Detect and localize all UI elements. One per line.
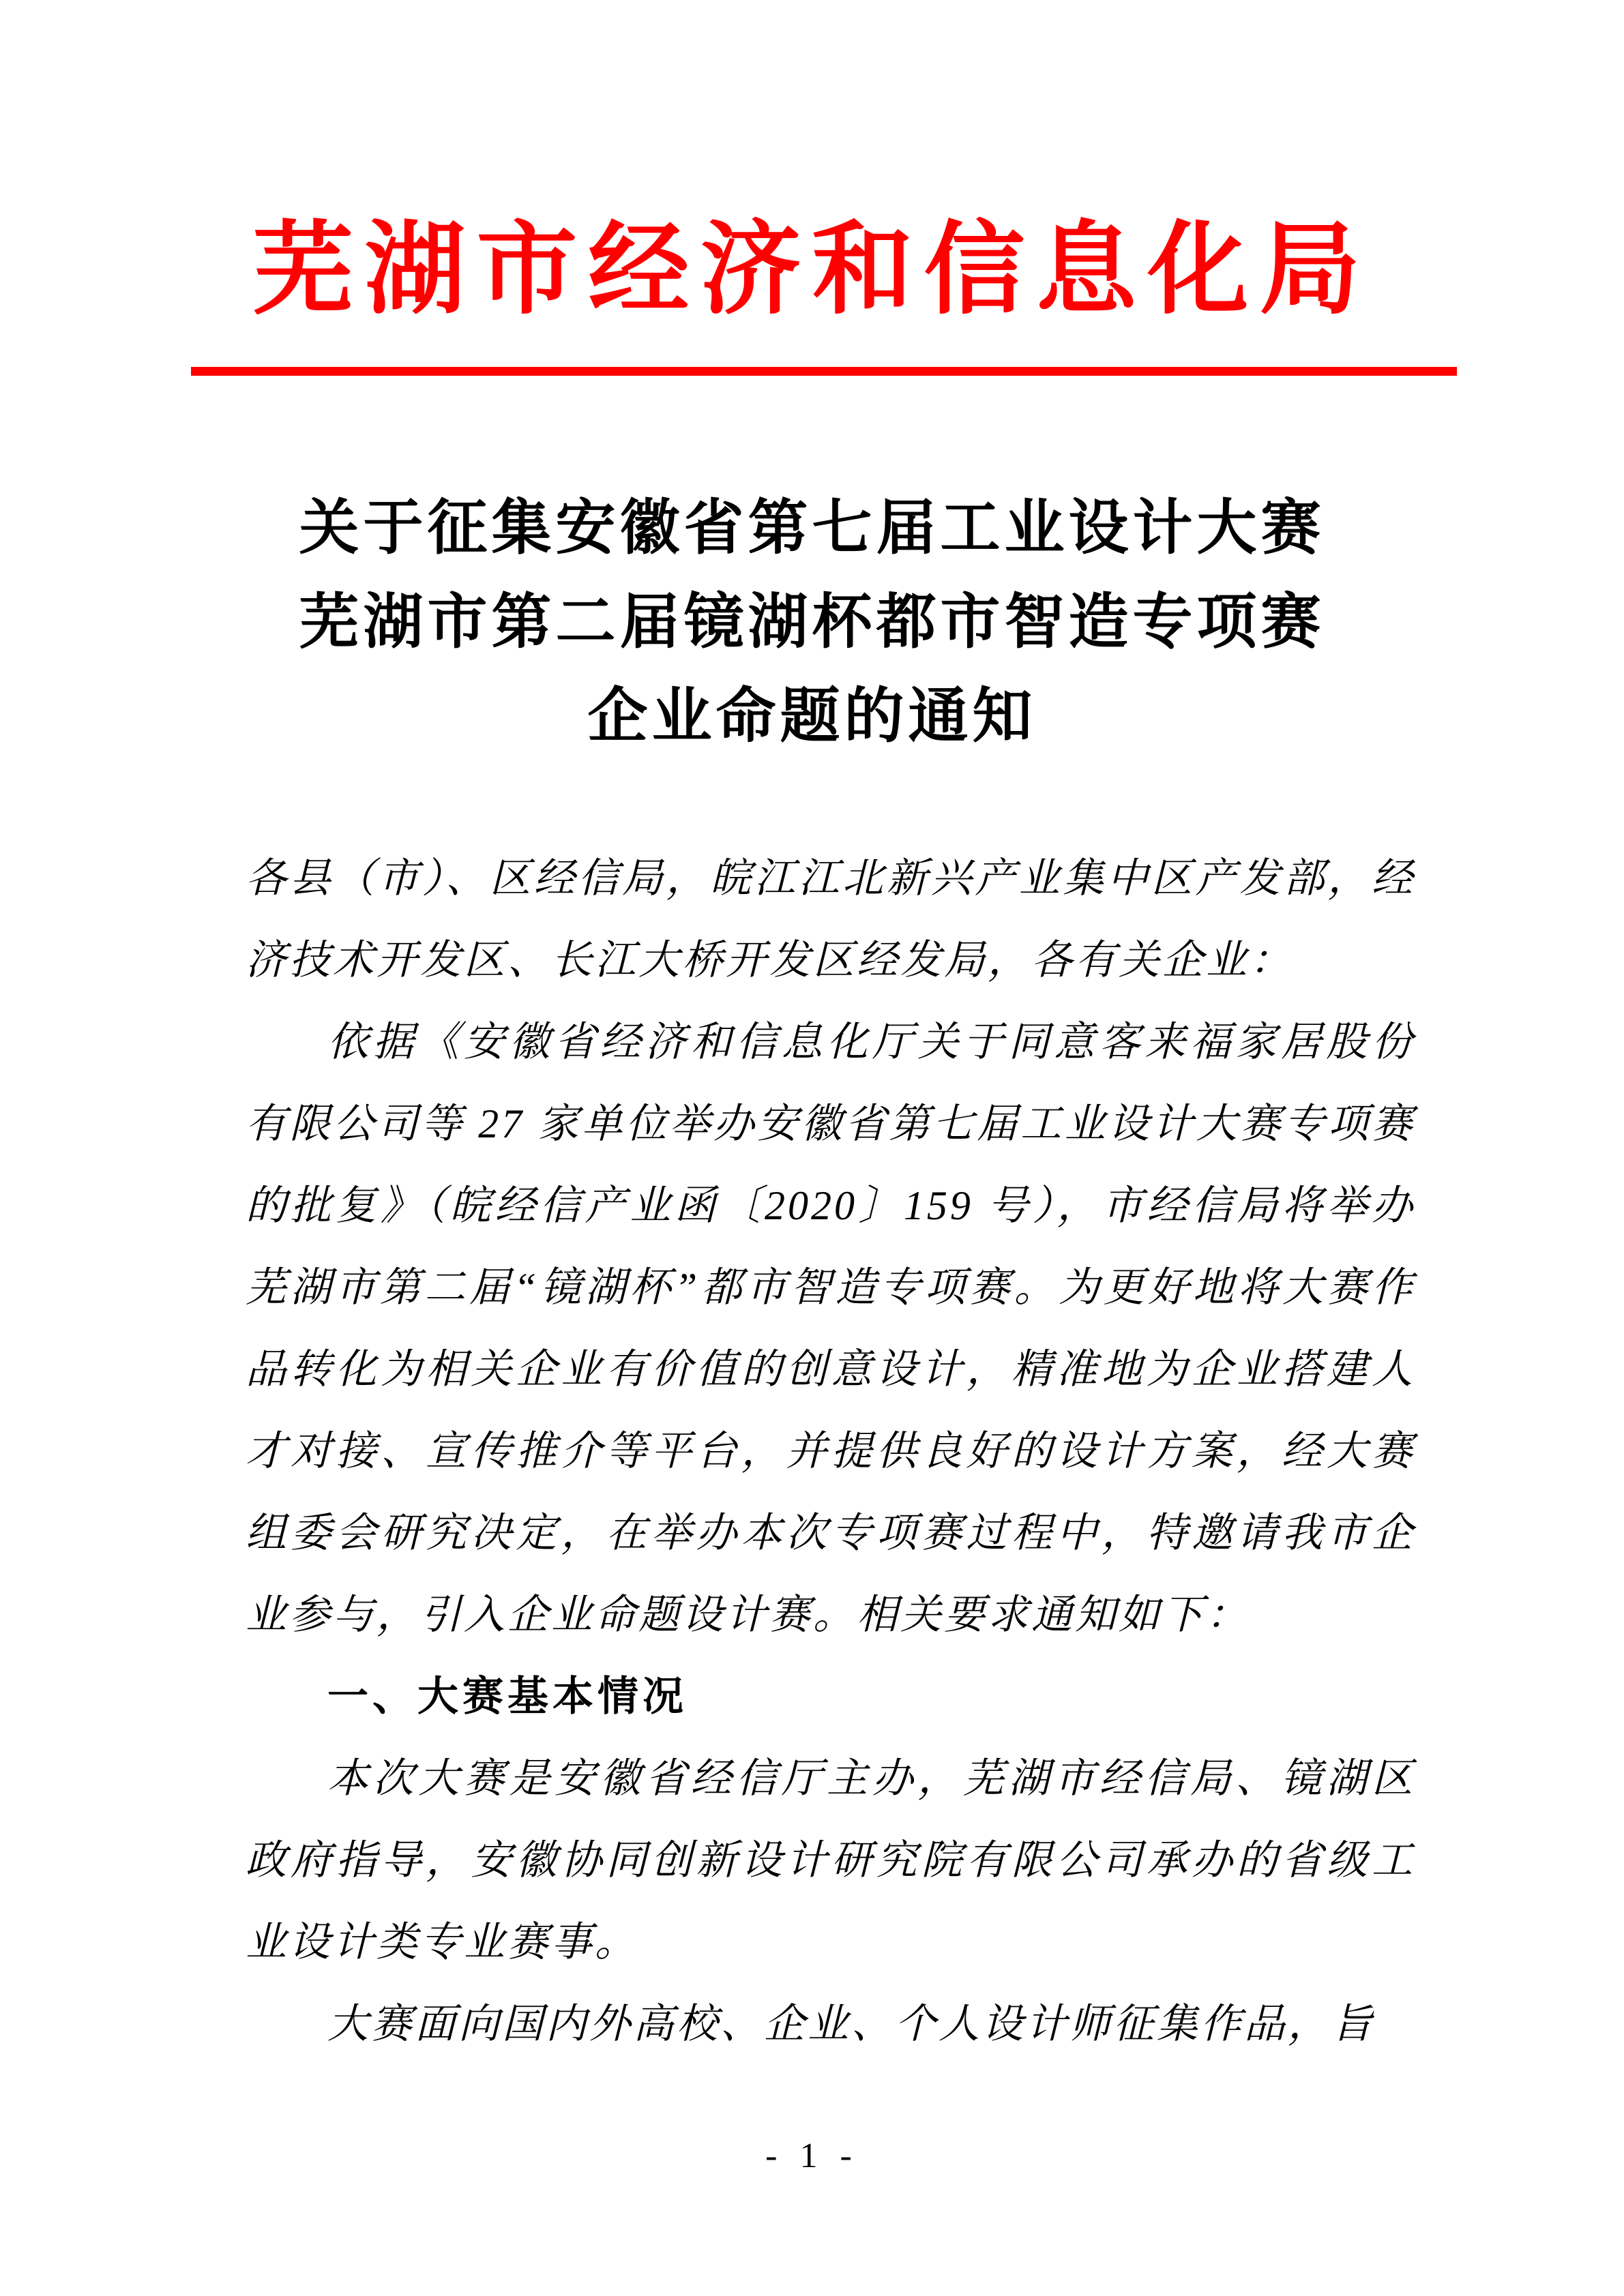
document-body (246, 837, 1415, 2065)
agency-masthead: 芜湖市经济和信息化局 (252, 215, 1372, 327)
document-title-line: 关于征集安徽省第七届工业设计大赛 (299, 496, 1325, 562)
red-divider-line (191, 367, 1457, 376)
body-paragraph-salutation: 各县（市）、区经信局，皖江江北新兴产业集中区产发部，经济技术开发区、长江大桥开发区经发局，各有关企业： (246, 856, 1415, 983)
document-title (0, 482, 1624, 764)
body-paragraph-scope: 大赛面向国内外高校、企业、个人设计师征集作品，旨 (327, 2001, 1375, 2046)
section-heading: 一、大赛基本情况 (327, 1673, 688, 1719)
body-paragraph-intro: 依据《安徽省经济和信息化厅关于同意客来福家居股份有限公司等 27 家单位举办安徽省第七届工业设计大赛专项赛的批复》（皖经信产业函〔2020〕159 号），市经信局将举办芜湖市第二届“镜湖杯”都市智造专项赛。为更好地将大赛作品转化为相关企业有价值的创意设计，精准地为企业搭建人才对接、宣传推介等平台，并提供良好的设计方案，经大赛组委会研究决定，在举办本次专项赛过程中，特邀请我市企业参与，引入企业命题设计赛。相关要求通知如下： (246, 1019, 1415, 1637)
document-title-line: 芜湖市第二届镜湖杯都市智造专项赛 (299, 590, 1325, 656)
page-number: - 1 - (765, 2136, 859, 2175)
document-title-line: 企业命题的通知 (587, 684, 1037, 750)
body-paragraph-overview: 本次大赛是安徽省经信厅主办，芜湖市经信局、镜湖区政府指导，安徽协同创新设计研究院有限公司承办的省级工业设计类专业赛事。 (246, 1756, 1415, 1965)
